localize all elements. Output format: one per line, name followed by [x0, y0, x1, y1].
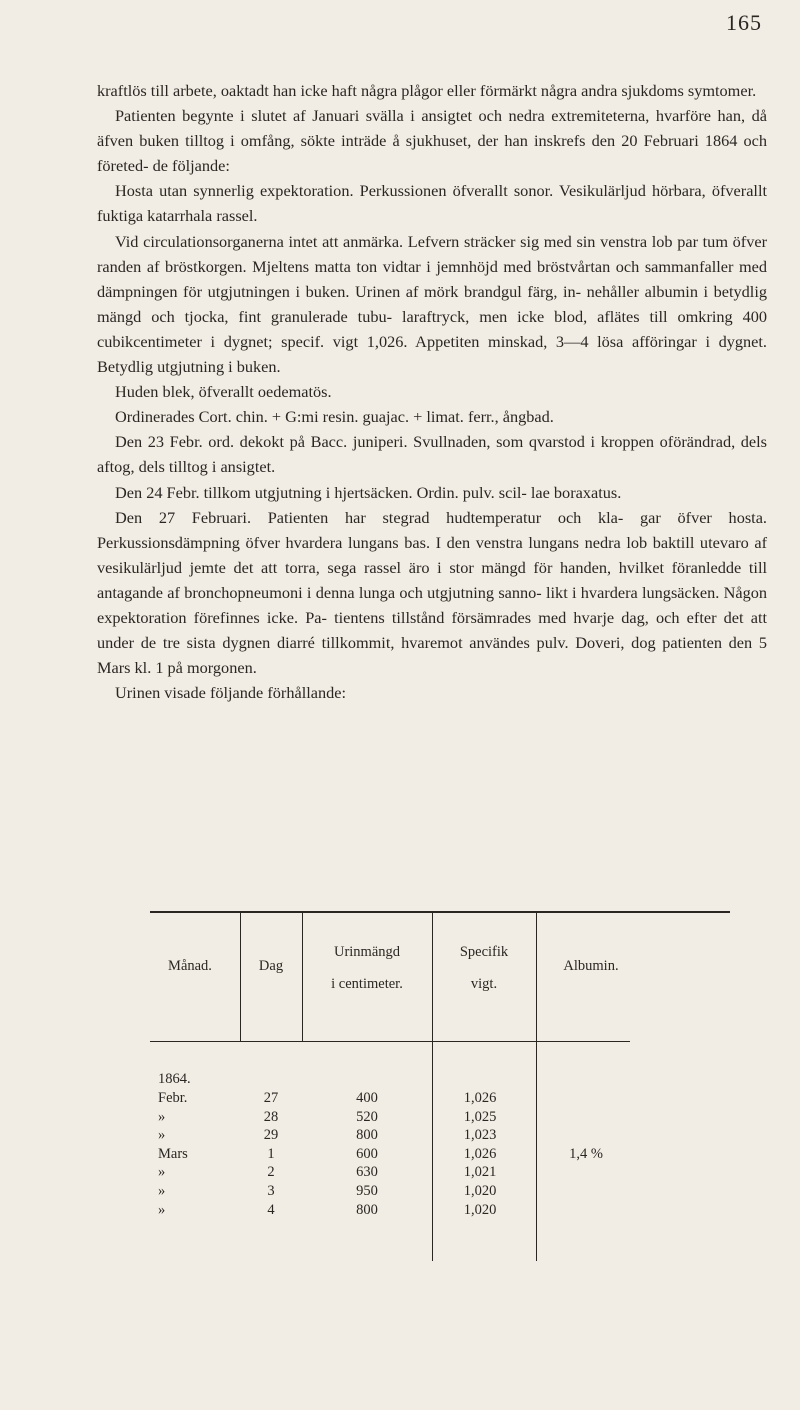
cell-specific-gravity: 1,023 — [463, 1127, 497, 1144]
cell-albumin: 1,4 % — [569, 1145, 603, 1162]
header-specific-gravity-unit: vigt. — [470, 976, 498, 992]
body-text — [97, 78, 767, 705]
table-header-rule — [150, 1041, 630, 1042]
cell-day: 2 — [267, 1164, 275, 1181]
year-label: 1864. — [158, 1071, 191, 1087]
paragraph: Huden blek, öfverallt oedematös. — [115, 382, 332, 402]
cell-day: 27 — [263, 1090, 279, 1106]
cell-urine: 800 — [356, 1127, 378, 1144]
cell-specific-gravity: 1,026 — [463, 1145, 497, 1162]
paragraph: Den 27 Februari. Patienten har stegrad hudtemperatur och kla- gar öfver hosta. Perkussionsdämpning öfver hvardera lungans bas. I den venstra lungans nedra lob baktill utevaro af vesikulärljud jemte det att torra, sega rassel äro i stor mängd för handen, hvilket föranledde till antagande af bronchopneumoni i denna lunga och utgjutning sanno- likt i hvardera lungsäcken. Någon expektoration förefinnes icke. Pa- tientens tillstånd försämrades med hvarje dag, och efter det att under de tre sista dygnen diarré tillkommit, hvaremot användes pulv. Doveri, dog patienten den 5 Mars kl. 1 på morgonen. — [97, 507, 767, 678]
cell-urine: 600 — [356, 1145, 378, 1162]
header-albumin: Albumin. — [563, 958, 619, 974]
paragraph: kraftlös till arbete, oaktadt han icke haft några plågor eller förmärkt några andra sjukdoms symtomer. — [97, 81, 757, 100]
cell-urine: 800 — [356, 1201, 378, 1218]
cell-urine: 400 — [356, 1090, 378, 1106]
cell-month: » — [158, 1183, 166, 1199]
urine-table — [140, 911, 770, 1331]
cell-specific-gravity: 1,026 — [463, 1090, 497, 1106]
table-top-rule — [150, 911, 730, 913]
paragraph: Vid circulationsorganerna intet att anmärka. Lefvern sträcker sig med sin venstra lob par tum öfver randen af bröstkorgen. Mjeltens matta ton vidtar i jemnhöjd med bröstvårtan och sammanfaller med dämpningen för utgjutningen i buken. Urinen af mörk brandgul färg, in- nehåller albumin i betydlig mängd och tjocka, fint granulerade tubu- laraftryck, men icke blod, aflätes till omkring 400 cubikcentimeter i dygnet; specif. vigt 1,026. Appetiten minskad, 3—4 lösa afföringar i dygnet. Betydlig utgjutning i buken. — [97, 231, 767, 377]
header-urine-unit: i centimeter. — [331, 976, 403, 992]
cell-specific-gravity: 1,025 — [463, 1108, 497, 1125]
cell-urine: 520 — [356, 1108, 378, 1125]
paragraph: Den 23 Febr. ord. dekokt på Bacc. juniperi. Svullnaden, som qvarstod i kroppen oförändrad, dels aftog, dels tilltog i ansigtet. — [97, 432, 767, 477]
paragraph: Den 24 Febr. tillkom utgjutning i hjertsäcken. Ordin. pulv. scil- lae boraxatus. — [115, 482, 622, 502]
paragraph: Ordinerades Cort. chin. + G:mi resin. guajac. + limat. ferr., ångbad. — [115, 407, 554, 427]
cell-specific-gravity: 1,020 — [463, 1183, 497, 1199]
cell-day: 4 — [267, 1201, 275, 1218]
cell-month: » — [158, 1127, 166, 1144]
cell-urine: 630 — [356, 1164, 378, 1181]
cell-day: 28 — [263, 1108, 279, 1125]
cell-month: » — [158, 1164, 166, 1181]
cell-month: » — [158, 1201, 166, 1218]
page-number: 165 — [726, 10, 762, 35]
paragraph: Urinen visade följande förhållande: — [115, 683, 347, 703]
cell-specific-gravity: 1,021 — [463, 1164, 497, 1181]
cell-day: 3 — [267, 1183, 275, 1199]
header-day: Dag — [258, 958, 284, 974]
cell-month: Febr. — [158, 1090, 188, 1106]
paragraph: Patienten begynte i slutet af Januari svälla i ansigtet och nedra extremiteterna, hvarföre han, då äfven buken tilltog i omfång, sökte inträde å sjukhuset, der han inskrefs den 20 Februari 1864 och företed- de följande: — [97, 106, 767, 176]
cell-specific-gravity: 1,020 — [463, 1201, 497, 1218]
cell-day: 1 — [267, 1145, 275, 1162]
header-specific-gravity: Specifik — [459, 944, 509, 960]
header-urine: Urinmängd — [333, 944, 401, 960]
header-month: Månad. — [168, 958, 212, 974]
cell-month: Mars — [158, 1145, 188, 1162]
cell-urine: 950 — [356, 1183, 378, 1199]
paragraph: Hosta utan synnerlig expektoration. Perkussionen öfverallt sonor. Vesikulärljud hörbara, öfverallt fuktiga katarrhala rassel. — [97, 181, 767, 226]
cell-day: 29 — [263, 1127, 279, 1144]
cell-month: » — [158, 1108, 166, 1125]
